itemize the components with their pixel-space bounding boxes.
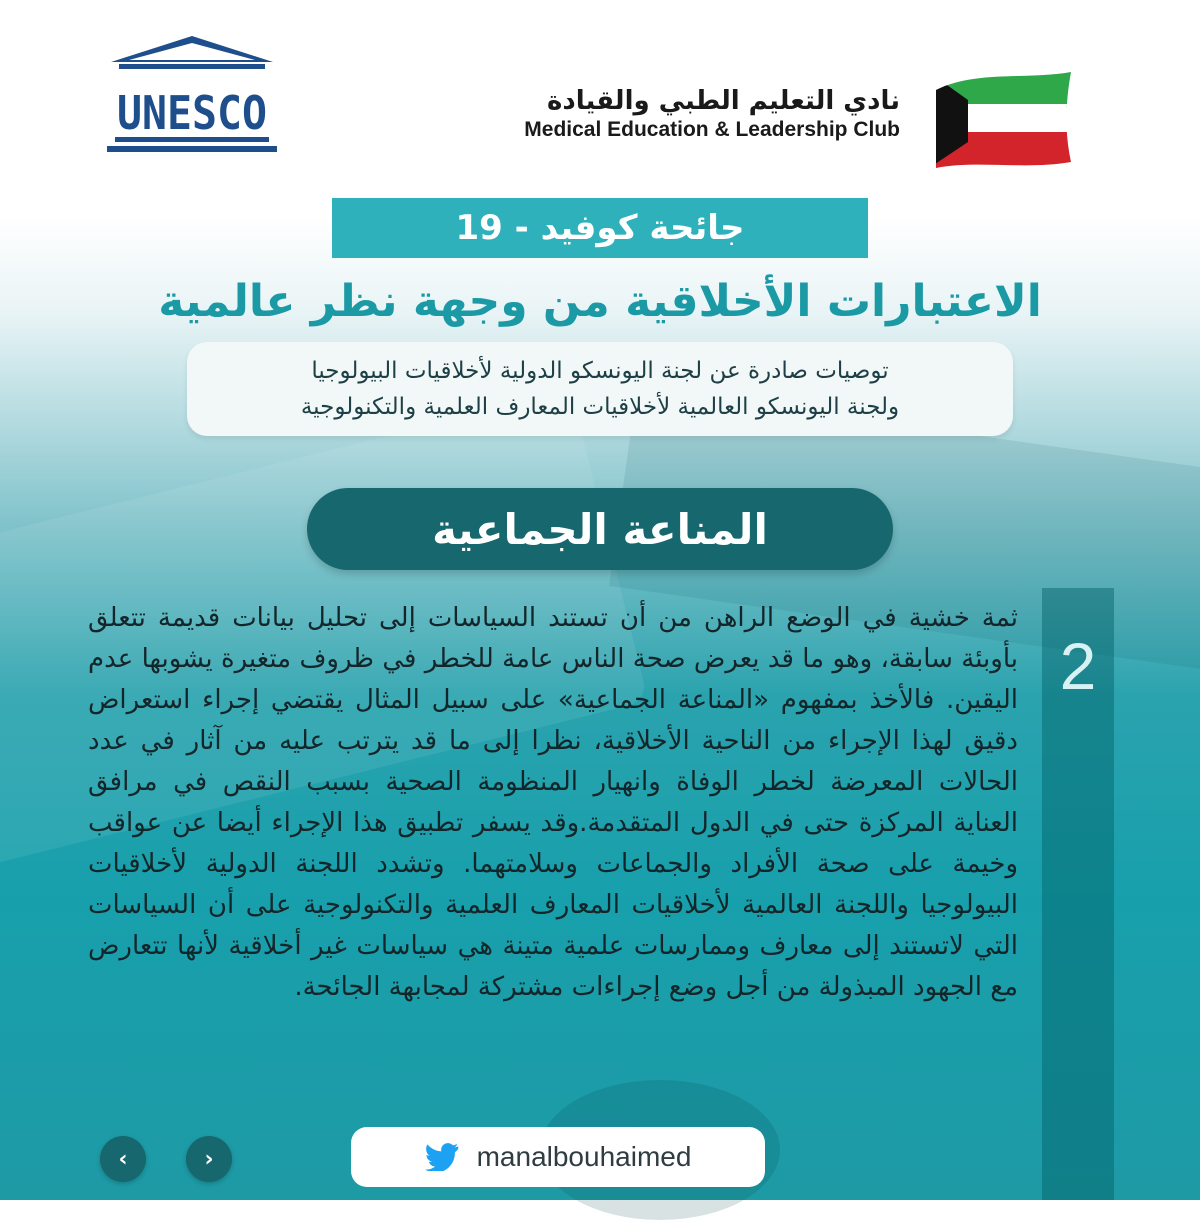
twitter-badge[interactable] [351,1127,765,1187]
covid-banner: جائحة كوفيد - 19 [332,198,868,258]
unesco-logo [105,34,280,159]
club-name-english: Medical Education & Leadership Club [524,118,900,141]
twitter-handle: manalbouhaimed [476,1141,692,1172]
section-heading: المناعة الجماعية [307,488,893,570]
body-paragraph: ثمة خشية في الوضع الراهن من أن تستند السياسات إلى تحليل بيانات قديمة تتعلق بأوبئة سابقة، وهو ما قد يعرض صحة الناس عامة للخطر في ظروف متغيرة يشوبها عدم اليقين. فالأخذ بمفهوم «المناعة الجماعية» على سبيل المثال يقتضي إجراء استعراض دقيق لهذا الإجراء من الناحية الأخلاقية، نظرا إلى ما قد يترتب عليه من آثار في عدد الحالات المعرضة لخطر الوفاة وانهيار المنظومة الصحية بسبب النقص في مرافق العناية المركزة حتى في الدول المتقدمة.وقد يسفر تطبيق هذا الإجراء أيضا عن عواقب وخيمة على صحة الأفراد والجماعات وسلامتهما. وتشدد اللجنة الدولية لأخلاقيات البيولوجيا واللجنة العالمية لأخلاقيات المعارف العلمية والتكنولوجية على أن السياسات التي لاتستند إلى معارف وممارسات علمية متينة هي سياسات غير أخلاقية لأنها تتعارض مع الجهود المبذولة من أجل وضع إجراءات مشتركة لمجابهة الجائحة. [88,603,1018,1002]
club-name [524,86,900,142]
unesco-logo-text: UNESCO [117,86,267,140]
kuwait-flag-icon [926,70,1076,170]
page-title: الاعتبارات الأخلاقية من وجهة نظر عالمية [158,276,1042,327]
twitter-icon [425,1143,459,1171]
next-button[interactable]: › [186,1136,232,1182]
subtitle-box [187,342,1013,436]
club-name-arabic: نادي التعليم الطبي والقيادة [547,86,900,116]
prev-button[interactable]: ‹ [100,1136,146,1182]
section-number: 2 [1059,629,1097,703]
subtitle-line: توصيات صادرة عن لجنة اليونسكو الدولية لأخلاقيات البيولوجيا [311,358,889,384]
subtitle-line: ولجنة اليونسكو العالمية لأخلاقيات المعارف العلمية والتكنولوجية [300,394,900,420]
